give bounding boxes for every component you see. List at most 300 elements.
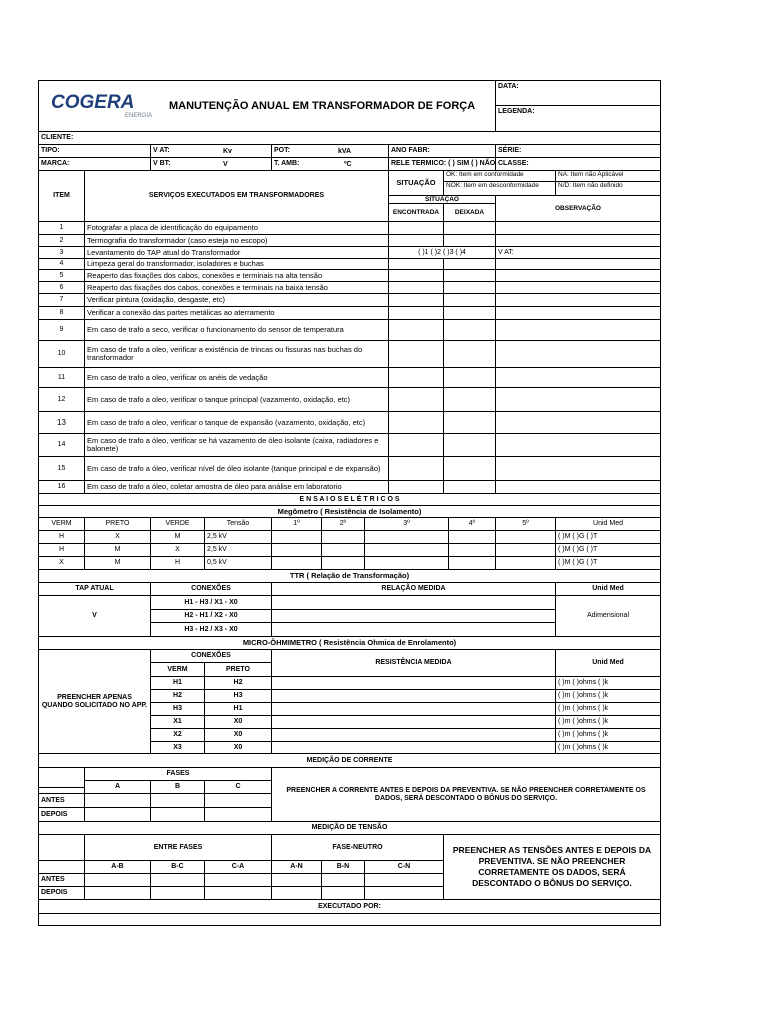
tap-vat-field[interactable] — [496, 247, 661, 259]
logo-sub: ENERGIA — [125, 113, 153, 119]
deixada-cell[interactable] — [444, 294, 496, 307]
service-item-number-text: 16 — [57, 483, 66, 490]
ttr-tap-value-text: V — [92, 612, 97, 619]
tensao-col-cn-text: C-N — [397, 863, 411, 870]
ttr-conexao-text: H2 - H1 / X2 - X0 — [184, 612, 238, 619]
meg-verm-text: X — [59, 559, 64, 566]
tensao-col-bc — [151, 861, 205, 874]
serie-field-text: SÉRIE: — [498, 147, 522, 154]
meg-verm — [39, 531, 85, 544]
observacao-cell[interactable] — [496, 294, 661, 307]
service-description — [85, 388, 389, 412]
observacao-cell[interactable] — [496, 341, 661, 368]
micro-verm-cell-text: X3 — [173, 743, 182, 751]
micro-verm-cell-text: X2 — [173, 731, 182, 738]
vat-field[interactable] — [151, 145, 272, 158]
legend-ok — [444, 171, 556, 182]
services-header-text: SERVIÇOS EXECUTADOS EM TRANSFORMADORES — [148, 192, 325, 199]
micro-preto-cell-text: X0 — [233, 731, 243, 738]
encontrada-header — [389, 204, 444, 222]
marca-field-text: MARCA: — [41, 160, 70, 167]
tensao-reading[interactable] — [205, 887, 272, 900]
micro-preto-cell — [205, 690, 272, 703]
meg-verm — [39, 544, 85, 557]
micro-unit-options-text: ( )m ( )ohms ( )k — [558, 718, 609, 725]
service-item-number — [39, 270, 85, 282]
service-item-number — [39, 294, 85, 307]
service-description — [85, 259, 389, 270]
megometro-header — [365, 518, 449, 531]
tap-options-text: ( )1 ( )2 ( )3 ( )4 — [418, 248, 466, 256]
megometro-title-text: Megômetro ( Resistência de Isolamento) — [277, 506, 422, 516]
micro-unit-options[interactable] — [556, 703, 661, 716]
micro-verm-cell — [151, 703, 205, 716]
micro-preto — [205, 663, 272, 677]
micro-resistencia-cell[interactable] — [272, 703, 556, 716]
meg-reading[interactable] — [449, 544, 496, 557]
service-item-number-text: 8 — [59, 309, 64, 316]
ttr-conexao — [151, 610, 272, 623]
ttr-relacao-cell[interactable] — [272, 623, 556, 637]
service-description-text: Levantamento do TAP atual do Transformador — [87, 247, 241, 257]
tensao-depois — [39, 887, 85, 900]
observacao-header-text: OBSERVAÇÃO — [555, 204, 601, 212]
service-item-number — [39, 434, 85, 457]
legend-na — [556, 171, 661, 182]
corrente-b-text: B — [174, 783, 181, 790]
meg-reading[interactable] — [322, 544, 365, 557]
tensao-entre-fases — [85, 835, 272, 861]
legend-nok — [444, 182, 556, 196]
tensao-col-bn — [322, 861, 365, 874]
tensao-title — [39, 822, 661, 835]
rele-field-text: RELE TERMICO: ( ) SIM ( ) NÃO — [391, 160, 496, 167]
service-description — [85, 434, 389, 457]
executado-label — [39, 900, 661, 914]
deixada-cell[interactable] — [444, 235, 496, 247]
page-title — [39, 81, 496, 132]
service-description-text: Em caso de trafo a seco, verificar o funcionamento do sensor de temperatura — [87, 325, 344, 334]
encontrada-header-text: ENCONTRADA — [392, 208, 440, 216]
service-description — [85, 294, 389, 307]
corrente-reading[interactable] — [151, 808, 205, 822]
micro-resistencia-cell[interactable] — [272, 677, 556, 690]
marca-field[interactable] — [39, 158, 151, 171]
micro-preto-cell — [205, 742, 272, 754]
observacao-cell[interactable] — [496, 368, 661, 388]
meg-reading[interactable] — [449, 531, 496, 544]
micro-note-text: PREENCHER APENAS QUANDO SOLICITADO NO APP. — [41, 693, 148, 709]
service-description — [85, 235, 389, 247]
meg-preto-text: X — [115, 533, 120, 540]
corrente-note-text: PREENCHER A CORRENTE ANTES E DEPOIS DA PREVENTIVA. SE NÃO PREENCHER CORRETAMENTE OS DADOS, SERÁ DESCONTADO O BÔNUS DO SERVIÇO. — [286, 786, 646, 802]
tamb-field-text: T. AMB: — [274, 160, 300, 167]
vat-field-text: V AT: — [153, 147, 170, 154]
encontrada-cell[interactable] — [389, 388, 444, 412]
micro-preto-cell-text: H2 — [233, 679, 243, 686]
corrente-reading[interactable] — [85, 794, 151, 808]
meg-tensao — [205, 544, 272, 557]
service-item-number — [39, 457, 85, 481]
deixada-cell[interactable] — [444, 320, 496, 341]
tamb-field[interactable] — [272, 158, 389, 171]
legend-ok-text: OK: Item em conformidade — [446, 171, 524, 178]
meg-unit-options[interactable] — [556, 557, 661, 570]
corrente-fases — [85, 768, 272, 781]
service-description — [85, 282, 389, 294]
megometro-header-text: VERDE — [165, 520, 190, 527]
corrente-reading[interactable] — [85, 808, 151, 822]
services-header — [85, 171, 389, 222]
corrente-note — [272, 768, 661, 822]
observacao-cell[interactable] — [496, 457, 661, 481]
megometro-header-text: 3º — [403, 520, 410, 527]
meg-unit-options-text: ( )M ( )G ( )T — [558, 546, 598, 553]
service-item-number — [39, 235, 85, 247]
micro-preto-cell — [205, 729, 272, 742]
micro-unit-options[interactable] — [556, 742, 661, 754]
megometro-header — [151, 518, 205, 531]
deixada-cell[interactable] — [444, 412, 496, 434]
corrente-c-text: C — [235, 783, 241, 790]
situacao-label — [389, 171, 444, 196]
deixada-cell[interactable] — [444, 307, 496, 320]
tensao-reading[interactable] — [322, 887, 365, 900]
service-item-number-text: 5 — [59, 271, 64, 279]
micro-resistencia-cell[interactable] — [272, 716, 556, 729]
deixada-cell[interactable] — [444, 259, 496, 270]
service-description — [85, 341, 389, 368]
micro-conexoes-text: CONEXÕES — [191, 652, 231, 659]
ano-field[interactable] — [389, 145, 496, 158]
tensao-fase-neutro-text: FASE-NEUTRO — [332, 843, 383, 851]
tap-options[interactable] — [389, 247, 496, 259]
observacao-cell[interactable] — [496, 320, 661, 341]
tensao-reading[interactable] — [85, 874, 151, 887]
corrente-reading[interactable] — [151, 794, 205, 808]
deixada-cell[interactable] — [444, 282, 496, 294]
corrente-reading[interactable] — [205, 794, 272, 808]
meg-preto — [85, 544, 151, 557]
service-description-text: Em caso de trafo a óleo, coletar amostra de óleo para análise em laboratorio — [87, 482, 342, 491]
meg-reading[interactable] — [272, 531, 322, 544]
ttr-conexao-text: H3 - H2 / X3 - X0 — [184, 625, 238, 633]
deixada-cell[interactable] — [444, 388, 496, 412]
service-item-number — [39, 320, 85, 341]
meg-verm-text: H — [58, 533, 65, 540]
service-description-text: Reaperto das fixações dos cabos, conexões e terminais na baixa tensão — [87, 282, 328, 292]
observacao-cell[interactable] — [496, 434, 661, 457]
megometro-header — [39, 518, 85, 531]
service-description — [85, 307, 389, 320]
observacao-cell[interactable] — [496, 412, 661, 434]
megometro-header-text: 2º — [339, 520, 347, 527]
service-description — [85, 368, 389, 388]
ttr-relacao-header — [272, 583, 556, 596]
corrente-antes — [39, 794, 85, 808]
meg-reading[interactable] — [449, 557, 496, 570]
encontrada-cell[interactable] — [389, 294, 444, 307]
tensao-reading[interactable] — [365, 874, 444, 887]
v-unit: V — [223, 161, 228, 168]
encontrada-cell[interactable] — [389, 235, 444, 247]
ttr-relacao-header-text: RELAÇÃO MEDIDA — [381, 585, 446, 592]
service-description — [85, 247, 389, 259]
micro-resistencia-header-text: RESISTÊNCIA MEDIDA — [375, 659, 452, 666]
tensao-antes — [39, 874, 85, 887]
micro-verm-cell — [151, 729, 205, 742]
meg-reading[interactable] — [496, 531, 556, 544]
ensaios-title-text: E N S A I O S E L É T R I C O S — [299, 495, 400, 503]
encontrada-cell[interactable] — [389, 307, 444, 320]
tensao-col-bn-text: B-N — [336, 863, 350, 870]
megometro-header-text: 4º — [468, 520, 476, 527]
deixada-cell[interactable] — [444, 457, 496, 481]
deixada-cell[interactable] — [444, 368, 496, 388]
service-item-number-text: 12 — [57, 395, 66, 403]
observacao-cell[interactable] — [496, 282, 661, 294]
observacao-cell[interactable] — [496, 481, 661, 494]
meg-reading[interactable] — [496, 544, 556, 557]
micro-preto-cell-text: X0 — [233, 743, 243, 751]
data-field[interactable] — [496, 81, 661, 106]
deixada-cell[interactable] — [444, 481, 496, 494]
micro-verm-cell-text: H1 — [173, 679, 182, 686]
megometro-header-text: Unid Med — [593, 520, 623, 527]
service-description-text: Verificar pintura (oxidação, desgaste, etc) — [87, 295, 225, 304]
encontrada-cell[interactable] — [389, 320, 444, 341]
service-description — [85, 222, 389, 235]
tensao-reading[interactable] — [85, 887, 151, 900]
megometro-header — [85, 518, 151, 531]
situacao-sub — [389, 196, 496, 204]
kv-unit: Kv — [223, 148, 232, 155]
service-item-number — [39, 412, 85, 434]
tensao-reading[interactable] — [205, 874, 272, 887]
observacao-cell[interactable] — [496, 270, 661, 282]
tensao-blank — [39, 835, 85, 861]
tensao-col-cn — [365, 861, 444, 874]
service-description-text: Em caso de trafo a oleo, verificar a existência de trincas ou fissuras nas buchas do transformador — [87, 345, 363, 362]
service-description-text: Em caso de trafo a oleo, verificar o tanque principal (vazamento, oxidação, etc) — [87, 394, 351, 404]
service-item-number — [39, 481, 85, 494]
service-description-text: Fotografar a placa de identificação do equipamento — [87, 223, 258, 232]
corrente-title-text: MEDIÇÃO DE CORRENTE — [306, 756, 393, 764]
cliente-field[interactable] — [39, 132, 661, 145]
encontrada-cell[interactable] — [389, 222, 444, 235]
service-item-number-text: 3 — [59, 248, 64, 256]
encontrada-cell[interactable] — [389, 270, 444, 282]
tensao-reading[interactable] — [151, 887, 205, 900]
micro-unid-header — [556, 650, 661, 677]
ttr-unid-header-text: Unid Med — [592, 585, 624, 592]
deixada-cell[interactable] — [444, 434, 496, 457]
tensao-title-text: MEDIÇÃO DE TENSÃO — [311, 824, 388, 831]
service-description-text: Verificar a conexão das partes metálicas ao aterramento — [87, 308, 275, 317]
service-description — [85, 270, 389, 282]
tensao-col-ca-text: C-A — [231, 863, 245, 870]
ttr-tap-value[interactable] — [39, 596, 151, 637]
meg-verde-text: X — [175, 546, 180, 553]
corrente-c — [205, 781, 272, 794]
tensao-reading[interactable] — [365, 887, 444, 900]
meg-reading[interactable] — [322, 557, 365, 570]
meg-verde — [151, 544, 205, 557]
corrente-reading[interactable] — [205, 808, 272, 822]
observacao-cell[interactable] — [496, 235, 661, 247]
tensao-antes-text: ANTES — [41, 876, 65, 883]
observacao-cell[interactable] — [496, 259, 661, 270]
ttr-relacao-cell[interactable] — [272, 596, 556, 610]
ttr-conexao-text: H1 - H3 / X1 - X0 — [184, 598, 238, 606]
tensao-note — [444, 835, 661, 900]
vbt-field[interactable] — [151, 158, 272, 171]
logo-name: COGERA — [51, 92, 135, 113]
meg-reading[interactable] — [365, 557, 449, 570]
legend-na-text: NA: Item não Aplicável — [558, 171, 624, 178]
micro-verm-cell — [151, 742, 205, 754]
service-description — [85, 320, 389, 341]
micro-verm-cell-text: H2 — [173, 692, 182, 699]
ensaios-title — [39, 494, 661, 506]
ttr-unid-header — [556, 583, 661, 596]
tipo-field[interactable] — [39, 145, 151, 158]
corrente-antes-text: ANTES — [41, 796, 65, 804]
page-title-text: MANUTENÇÃO ANUAL EM TRANSFORMADOR DE FORÇA — [169, 100, 476, 112]
ttr-adimensional — [556, 596, 661, 637]
meg-reading[interactable] — [496, 557, 556, 570]
classe-field-text: CLASSE: — [498, 160, 529, 167]
service-item-number-text: 6 — [59, 283, 64, 291]
celsius-unit: ºC — [344, 161, 352, 168]
micro-verm-cell — [151, 677, 205, 690]
encontrada-cell[interactable] — [389, 412, 444, 434]
encontrada-cell[interactable] — [389, 341, 444, 368]
micro-note — [39, 650, 151, 754]
encontrada-cell[interactable] — [389, 282, 444, 294]
micro-unit-options[interactable] — [556, 716, 661, 729]
observacao-cell[interactable] — [496, 222, 661, 235]
ttr-relacao-cell[interactable] — [272, 610, 556, 623]
tensao-reading[interactable] — [272, 887, 322, 900]
encontrada-cell[interactable] — [389, 457, 444, 481]
corrente-a-text: A — [114, 783, 121, 790]
meg-reading[interactable] — [272, 544, 322, 557]
megometro-header — [272, 518, 322, 531]
ttr-conexao — [151, 623, 272, 637]
service-description — [85, 481, 389, 494]
service-description-text: Limpeza geral do transformador, isoladores e buchas — [87, 259, 264, 268]
meg-unit-options[interactable] — [556, 544, 661, 557]
corrente-fases-text: FASES — [166, 770, 190, 777]
legenda-field[interactable] — [496, 106, 661, 132]
micro-unit-options[interactable] — [556, 729, 661, 742]
pot-field-text: POT: — [274, 147, 290, 154]
micro-title — [39, 637, 661, 650]
service-description — [85, 412, 389, 434]
data-field-text: DATA: — [498, 83, 519, 90]
micro-preto-cell — [205, 703, 272, 716]
classe-field[interactable] — [496, 158, 661, 171]
megometro-title — [39, 506, 661, 518]
micro-unit-options[interactable] — [556, 690, 661, 703]
micro-resistencia-cell[interactable] — [272, 742, 556, 754]
meg-unit-options-text: ( )M ( )G ( )T — [558, 533, 598, 540]
meg-unit-options[interactable] — [556, 531, 661, 544]
micro-preto-cell-text: H3 — [233, 692, 243, 699]
megometro-header-text: Tensão — [226, 520, 250, 527]
deixada-cell[interactable] — [444, 341, 496, 368]
micro-verm-cell-text: H3 — [173, 705, 182, 712]
meg-reading[interactable] — [365, 544, 449, 557]
meg-tensao — [205, 531, 272, 544]
pot-field[interactable] — [272, 145, 389, 158]
tensao-reading[interactable] — [272, 874, 322, 887]
deixada-cell[interactable] — [444, 222, 496, 235]
service-item-number — [39, 222, 85, 235]
encontrada-cell[interactable] — [389, 481, 444, 494]
cliente-field-text: CLIENTE: — [41, 134, 74, 141]
ttr-conexoes-header — [151, 583, 272, 596]
service-item-number-text: 11 — [57, 373, 66, 381]
tensao-entre-fases-text: ENTRE FASES — [153, 843, 203, 851]
micro-preto-cell-text: H1 — [233, 705, 243, 712]
rele-field[interactable] — [389, 158, 496, 171]
meg-tensao-text: 2,5 kV — [207, 546, 227, 553]
corrente-b — [151, 781, 205, 794]
tensao-reading[interactable] — [322, 874, 365, 887]
tensao-reading[interactable] — [151, 874, 205, 887]
meg-reading[interactable] — [272, 557, 322, 570]
meg-reading[interactable] — [365, 531, 449, 544]
deixada-cell[interactable] — [444, 270, 496, 282]
service-item-number — [39, 282, 85, 294]
service-item-number-text: 9 — [59, 326, 64, 333]
encontrada-cell[interactable] — [389, 434, 444, 457]
kva-unit: kVA — [338, 148, 352, 155]
ttr-title — [39, 570, 661, 583]
megometro-header — [322, 518, 365, 531]
service-item-number-text: 10 — [57, 350, 66, 357]
executado-field[interactable] — [39, 914, 661, 926]
meg-tensao — [205, 557, 272, 570]
megometro-header-text: 1º — [293, 520, 300, 527]
service-item-number — [39, 341, 85, 368]
megometro-header — [496, 518, 556, 531]
ttr-adimensional-text: Adimensional — [586, 612, 630, 619]
service-description — [85, 457, 389, 481]
encontrada-cell[interactable] — [389, 368, 444, 388]
service-description-text: Em caso de trafo a óleo, verificar se há vazamento de óleo isolante (caixa, radiadores e balonete) — [87, 436, 379, 453]
meg-reading[interactable] — [322, 531, 365, 544]
service-item-number-text: 1 — [59, 224, 64, 231]
micro-resistencia-cell[interactable] — [272, 690, 556, 703]
micro-unit-options-text: ( )m ( )ohms ( )k — [558, 679, 609, 686]
observacao-cell[interactable] — [496, 388, 661, 412]
serie-field[interactable] — [496, 145, 661, 158]
legend-nd-text: N/D: Item não definido — [558, 182, 623, 189]
micro-preto-cell — [205, 677, 272, 690]
micro-resistencia-cell[interactable] — [272, 729, 556, 742]
micro-verm-cell — [151, 716, 205, 729]
micro-unit-options[interactable] — [556, 677, 661, 690]
tensao-col-an-text: A-N — [290, 863, 303, 870]
service-item-number-text: 14 — [57, 441, 66, 448]
observacao-cell[interactable] — [496, 307, 661, 320]
meg-verde — [151, 557, 205, 570]
meg-verm — [39, 557, 85, 570]
encontrada-cell[interactable] — [389, 259, 444, 270]
